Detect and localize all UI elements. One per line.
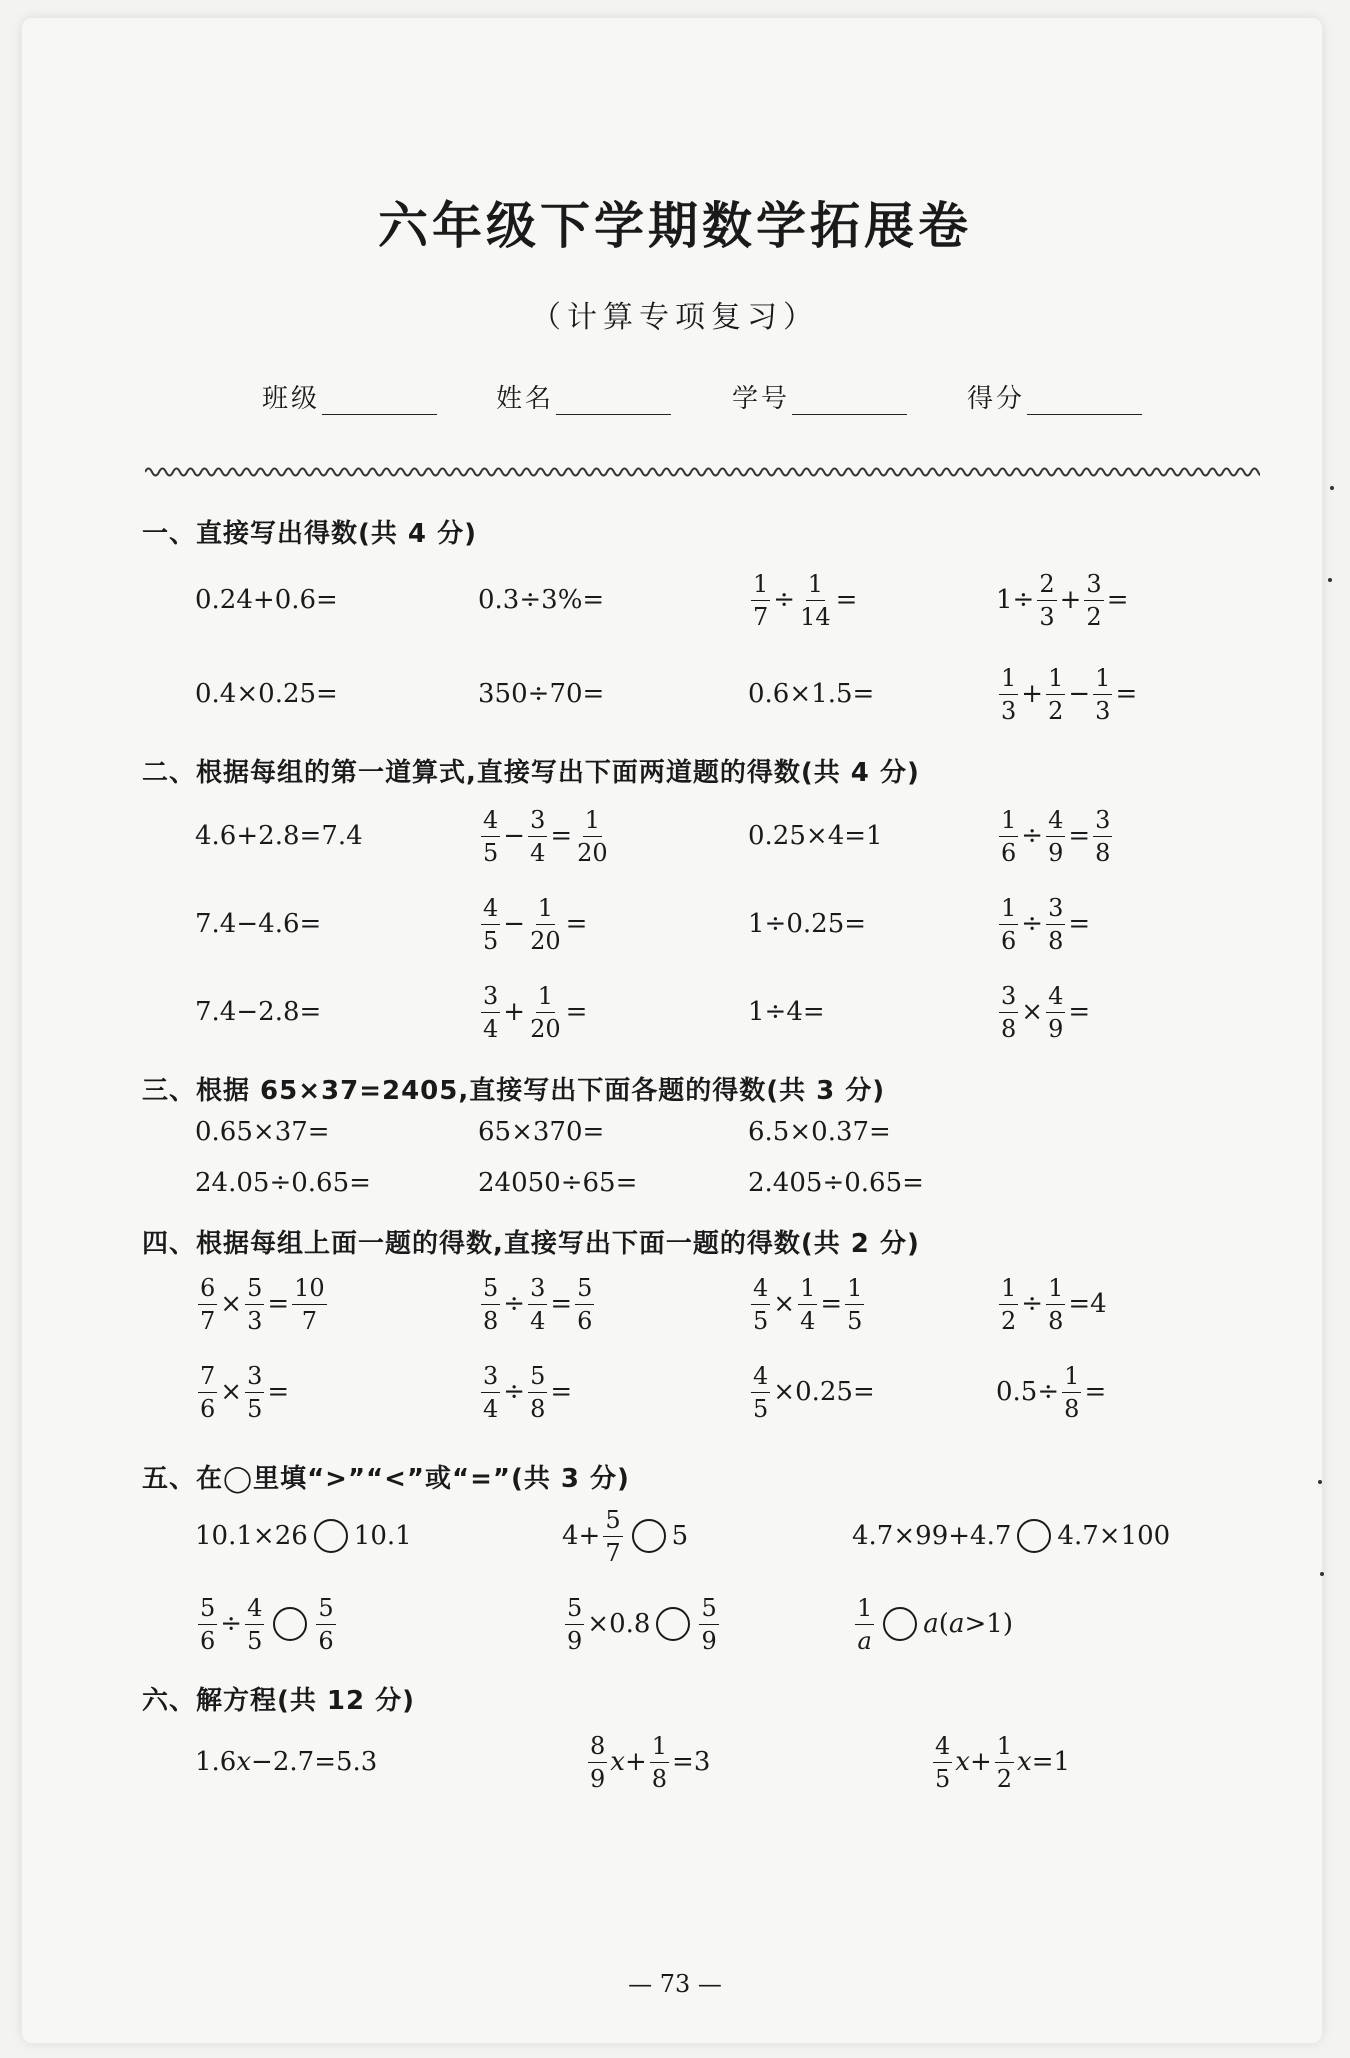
exercise: $\frac{5}{6}$ ÷ $\frac{4}{5}$ $\frac{5}{6}$ (200, 1593, 334, 1655)
exercise: 1 ÷ 4 = (748, 997, 825, 1027)
fraction: $\frac{1}{20}$ (530, 893, 561, 955)
fraction: $\frac{5}{6}$ (577, 1273, 593, 1335)
student-number-label: 学号 (732, 384, 791, 414)
fraction: $\frac{4}{5}$ (483, 805, 499, 867)
fraction: $\frac{1}{4}$ (800, 1273, 816, 1335)
page-subtitle: （计算专项复习） (531, 300, 819, 335)
exercise: 0.3 ÷ 3% = (478, 585, 605, 615)
fraction: $\frac{3}{4}$ (530, 1273, 546, 1335)
fraction: $\frac{5}{8}$ (530, 1361, 546, 1423)
fraction: $\frac{3}{8}$ (1048, 893, 1064, 955)
name-blank[interactable] (556, 390, 671, 415)
fraction: $\frac{1}{8}$ (651, 1731, 668, 1793)
exercise: 0.5 ÷ $\frac{1}{8}$ = (996, 1361, 1107, 1423)
fraction: $\frac{1}{8}$ (1064, 1361, 1080, 1423)
exercise: 0.6 × 1.5 = (748, 679, 875, 709)
exercise: $\frac{3}{8}$ × $\frac{4}{9}$ = (1001, 981, 1091, 1043)
fraction: $\frac{10}{7}$ (294, 1273, 325, 1335)
fraction: $\frac{3}{5}$ (247, 1361, 263, 1423)
fraction: $\frac{1}{8}$ (1048, 1273, 1064, 1335)
fraction: $\frac{1}{a}$ (857, 1593, 873, 1655)
fraction: $\frac{5}{6}$ (200, 1593, 216, 1655)
exercise: $\frac{4}{5}$ − $\frac{1}{20}$ = (483, 893, 588, 955)
fraction: $\frac{3}{8}$ (1095, 805, 1111, 867)
score-label: 得分 (967, 384, 1026, 414)
scan-speck (1330, 486, 1334, 490)
fraction: $\frac{1}{6}$ (1001, 805, 1017, 867)
exercise: 4 + $\frac{5}{7}$ 5 (562, 1505, 689, 1567)
section-4-heading: 四、根据每组上面一题的得数,直接写出下面一题的得数(共 2 分) (142, 1229, 920, 1259)
fraction: $\frac{1}{20}$ (577, 805, 608, 867)
answer-circle[interactable] (632, 1519, 666, 1553)
student-number-field[interactable] (732, 378, 907, 415)
fraction: $\frac{1}{3}$ (1095, 663, 1111, 725)
exercise: 0.4 × 0.25 = (195, 679, 338, 709)
wave-divider (145, 462, 1260, 482)
exercise: $\frac{5}{8}$ ÷ $\frac{3}{4}$ = $\frac{5}{6}$ (483, 1273, 593, 1335)
exercise: $\frac{1}{6}$ ÷ $\frac{3}{8}$ = (1001, 893, 1091, 955)
fraction: $\frac{2}{3}$ (1039, 569, 1055, 631)
fraction: $\frac{1}{2}$ (1048, 663, 1064, 725)
exercise: 24050 ÷ 65 = (478, 1168, 638, 1198)
fraction: $\frac{5}{7}$ (605, 1505, 621, 1567)
exercise: $\frac{1}{6}$ ÷ $\frac{4}{9}$ = $\frac{3}{8}$ (1001, 805, 1111, 867)
student-number-blank[interactable] (792, 390, 907, 415)
answer-circle[interactable] (273, 1607, 307, 1641)
fraction: $\frac{5}{3}$ (247, 1273, 263, 1335)
scan-speck (1328, 578, 1332, 582)
fraction: $\frac{1}{5}$ (847, 1273, 863, 1335)
exercise: 4.7 × 99 + 4.7 4.7 × 100 (852, 1521, 1171, 1551)
fraction: $\frac{3}{4}$ (483, 981, 499, 1043)
section-3-heading: 三、根据 65×37=2405,直接写出下面各题的得数(共 3 分) (142, 1076, 886, 1106)
exercise: $\frac{7}{6}$ × $\frac{3}{5}$ = (200, 1361, 290, 1423)
answer-circle[interactable] (314, 1519, 348, 1553)
fraction: $\frac{4}{9}$ (1048, 805, 1064, 867)
fraction: $\frac{4}{9}$ (1048, 981, 1064, 1043)
exercise: 6.5 × 0.37 = (748, 1117, 891, 1147)
answer-circle[interactable] (883, 1607, 917, 1641)
fraction: $\frac{6}{7}$ (200, 1273, 216, 1335)
fraction: $\frac{3}{8}$ (1001, 981, 1017, 1043)
exercise: $\frac{4}{5}$ − $\frac{3}{4}$ = $\frac{1}{20}$ (483, 805, 608, 867)
section-1-heading: 一、直接写出得数(共 4 分) (142, 519, 477, 549)
exercise: 1.6 x − 2.7 = 5.3 (195, 1747, 378, 1777)
scan-speck (1320, 1572, 1324, 1576)
exercise: 2.405 ÷ 0.65 = (748, 1168, 924, 1198)
fraction: $\frac{4}{5}$ (753, 1273, 769, 1335)
fraction: $\frac{5}{9}$ (701, 1593, 717, 1655)
scan-speck (1318, 1480, 1322, 1484)
class-blank[interactable] (322, 390, 437, 415)
fraction: $\frac{3}{4}$ (483, 1361, 499, 1423)
section-2-heading: 二、根据每组的第一道算式,直接写出下面两道题的得数(共 4 分) (142, 758, 920, 788)
fraction: $\frac{4}{5}$ (935, 1731, 951, 1793)
answer-circle[interactable] (656, 1607, 690, 1641)
page-number: — 73 — (628, 1970, 722, 1998)
exercise: $\frac{4}{5}$ x + $\frac{1}{2}$ x = 1 (935, 1731, 1071, 1793)
exercise: $\frac{3}{4}$ ÷ $\frac{5}{8}$ = (483, 1361, 573, 1423)
fraction: $\frac{1}{2}$ (1001, 1273, 1017, 1335)
exercise: $\frac{1}{3}$ + $\frac{1}{2}$ − $\frac{1}{3}$ = (1001, 663, 1138, 725)
exercise: 1 ÷ 0.25 = (748, 909, 867, 939)
fraction: $\frac{5}{8}$ (483, 1273, 499, 1335)
score-field[interactable] (967, 378, 1142, 415)
exercise: $\frac{1}{2}$ ÷ $\frac{1}{8}$ = 4 (1001, 1273, 1107, 1335)
fraction: $\frac{1}{6}$ (1001, 893, 1017, 955)
fraction: $\frac{5}{6}$ (318, 1593, 334, 1655)
exercise: $\frac{1}{7}$ ÷ $\frac{1}{14}$ = (753, 569, 858, 631)
exercise: 350 ÷ 70 = (478, 679, 605, 709)
name-field[interactable] (496, 378, 671, 415)
exercise: 1 ÷ $\frac{2}{3}$ + $\frac{3}{2}$ = (996, 569, 1129, 631)
exercise: $\frac{6}{7}$ × $\frac{5}{3}$ = $\frac{10}{7}$ (200, 1273, 325, 1335)
fraction: $\frac{1}{20}$ (530, 981, 561, 1043)
class-field[interactable] (262, 378, 437, 415)
fraction: $\frac{7}{6}$ (200, 1361, 216, 1423)
exercise: 65 × 370 = (478, 1117, 605, 1147)
fraction: $\frac{1}{14}$ (800, 569, 831, 631)
exercise: 10.1 × 26 10.1 (195, 1521, 412, 1551)
class-label: 班级 (262, 384, 321, 414)
exercise: 4.6 + 2.8 = 7.4 (195, 821, 363, 851)
exercise: 7.4 − 4.6 = (195, 909, 322, 939)
fraction: $\frac{1}{3}$ (1001, 663, 1017, 725)
exercise: $\frac{8}{9}$ x + $\frac{1}{8}$ = 3 (590, 1731, 711, 1793)
page-title: 六年级下学期数学拓展卷 (378, 196, 972, 255)
exercise: $\frac{3}{4}$ + $\frac{1}{20}$ = (483, 981, 588, 1043)
exercise: 0.25 × 4 = 1 (748, 821, 883, 851)
fraction: $\frac{3}{4}$ (530, 805, 546, 867)
section-6-heading: 六、解方程(共 12 分) (142, 1686, 416, 1716)
exercise: $\frac{1}{a}$ a ( a > 1 ) (857, 1593, 1013, 1655)
exercise: $\frac{4}{5}$ × 0.25 = (753, 1361, 875, 1423)
fraction: $\frac{4}{5}$ (753, 1361, 769, 1423)
exercise: 24.05 ÷ 0.65 = (195, 1168, 371, 1198)
exercise: $\frac{5}{9}$ × 0.8 $\frac{5}{9}$ (567, 1593, 717, 1655)
exercise: 0.65 × 37 = (195, 1117, 330, 1147)
fraction: $\frac{1}{2}$ (996, 1731, 1013, 1793)
exercise: 7.4 − 2.8 = (195, 997, 322, 1027)
exercise: 0.24 + 0.6 = (195, 585, 338, 615)
score-blank[interactable] (1027, 390, 1142, 415)
fraction: $\frac{5}{9}$ (567, 1593, 583, 1655)
name-label: 姓名 (496, 384, 555, 414)
exercise: $\frac{4}{5}$ × $\frac{1}{4}$ = $\frac{1}{5}$ (753, 1273, 863, 1335)
answer-circle[interactable] (1017, 1519, 1051, 1553)
fraction: $\frac{4}{5}$ (483, 893, 499, 955)
fraction: $\frac{4}{5}$ (247, 1593, 263, 1655)
fraction: $\frac{3}{2}$ (1086, 569, 1102, 631)
fraction: $\frac{8}{9}$ (590, 1731, 606, 1793)
section-5-heading: 五、在◯里填“>”“<”或“=”(共 3 分) (142, 1464, 630, 1494)
fraction: $\frac{1}{7}$ (753, 569, 769, 631)
